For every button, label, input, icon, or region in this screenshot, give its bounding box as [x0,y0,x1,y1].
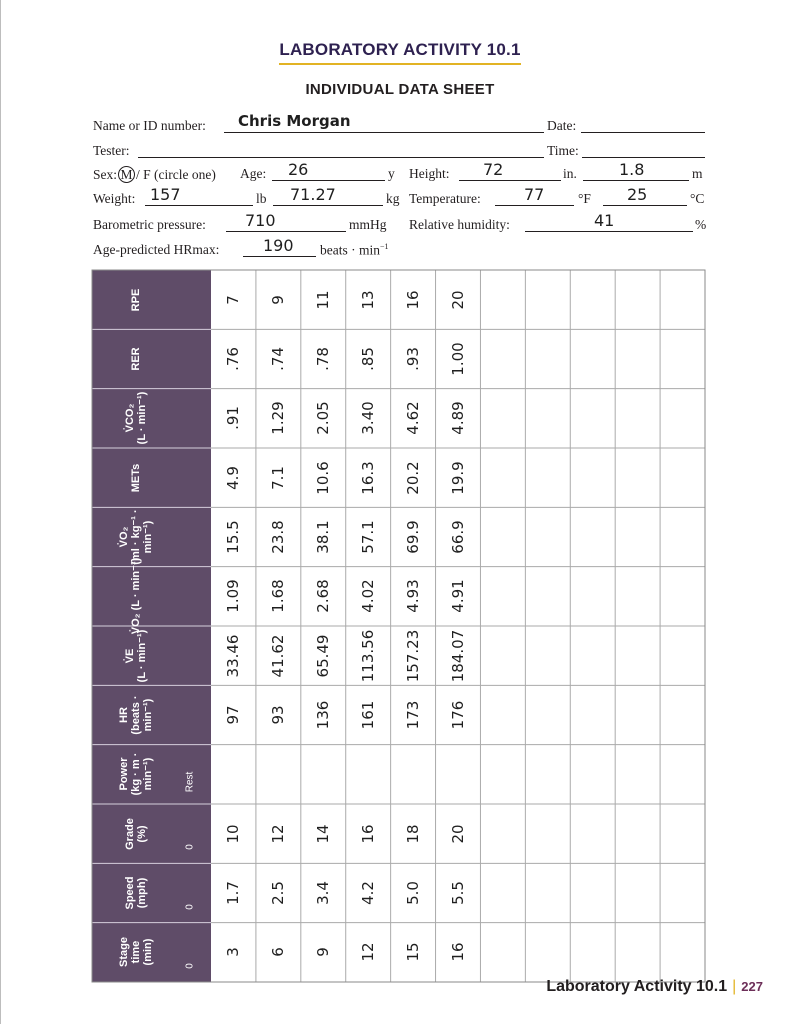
weight-kg-unit: kg [386,191,400,206]
cell-speed[interactable]: 5.5 [449,881,467,905]
humidity-label: Relative humidity: [409,217,510,232]
cell-speed[interactable]: 1.7 [224,881,243,905]
column-header-line: (mph) [136,877,148,909]
cell-grade[interactable]: 18 [404,824,423,844]
column-header-line: HR [118,707,130,723]
age-value[interactable]: 26 [288,160,309,179]
cell-rer[interactable]: .78 [314,347,333,371]
cell-vo2rel[interactable]: 38.1 [314,520,333,554]
cell-mets[interactable]: 7.1 [269,465,288,490]
hrmax-label: Age-predicted HRmax: [93,242,220,257]
weight-lb-value[interactable]: 157 [150,185,181,204]
temp-f-unit: °F [578,191,591,206]
column-header-ve [124,629,148,682]
weight-lb-unit: lb [256,191,267,206]
cell-stage[interactable]: 16 [449,942,467,962]
column-header-line: V̇O₂ [118,526,130,548]
baro-unit: mmHg [349,217,387,232]
cell-speed[interactable]: 4.2 [359,881,378,905]
baseline-value-grade: 0 [184,844,196,851]
cell-mets[interactable]: 16.3 [359,460,378,495]
cell-vo2[interactable]: 4.02 [359,579,378,614]
cell-grade[interactable]: 12 [269,824,288,844]
cell-vco2[interactable]: 2.05 [314,401,333,436]
cell-hr[interactable]: 176 [449,700,467,730]
temp-f-value[interactable]: 77 [524,185,545,204]
height-m-value[interactable]: 1.8 [619,160,645,179]
cell-vo2rel[interactable]: 66.9 [449,520,467,554]
column-header-speed [124,876,148,909]
cell-vco2[interactable]: 1.29 [269,401,288,436]
cell-vo2[interactable]: 4.93 [404,579,423,614]
footer-label: Laboratory Activity 10.1 [546,978,728,995]
cell-vo2[interactable]: 4.91 [449,579,467,614]
cell-ve[interactable]: 33.46 [224,634,243,678]
footer-separator: | [732,978,737,995]
cell-rer[interactable]: .76 [224,347,243,371]
name-label: Name or ID number: [93,118,206,133]
cell-rpe[interactable]: 11 [314,290,333,310]
baseline-value-power: Rest [184,771,196,793]
cell-stage[interactable]: 9 [314,947,333,958]
column-header-line: RPE [130,288,142,311]
cell-hr[interactable]: 161 [359,700,378,730]
column-header-rer [130,347,142,370]
cell-mets[interactable]: 19.9 [449,460,467,495]
column-header-grade [124,818,148,850]
cell-grade[interactable]: 14 [314,824,333,844]
column-header-line: Stage [118,937,130,968]
height-m-unit: m [692,166,703,181]
temp-c-value[interactable]: 25 [627,185,648,204]
cell-mets[interactable]: 20.2 [404,460,423,495]
cell-vco2[interactable]: .91 [224,406,243,431]
cell-rer[interactable]: .85 [359,347,378,371]
date-label: Date: [547,118,577,133]
cell-stage[interactable]: 15 [404,942,423,962]
cell-rpe[interactable]: 16 [404,290,423,310]
tester-label: Tester: [93,143,130,158]
cell-hr[interactable]: 173 [404,700,423,730]
cell-vo2[interactable]: 2.68 [314,579,333,614]
column-header-line: (L · min⁻¹) [136,392,148,445]
column-header-line: V̇O₂ (L · min⁻¹) [130,558,142,635]
page-subtitle: INDIVIDUAL DATA SHEET [305,81,495,98]
cell-ve[interactable]: 157.23 [404,629,423,682]
column-header-line: min⁻¹) [142,757,154,791]
cell-ve[interactable]: 41.62 [269,634,288,678]
column-header-line: (beats · [130,695,142,735]
page-footer [546,978,763,996]
column-header-mets [130,463,142,492]
baseline-value-stage: 0 [184,963,196,969]
cell-stage[interactable]: 3 [224,947,243,958]
column-header-hr [118,695,154,734]
temp-c-unit: °C [690,191,705,206]
column-header-line: Speed [124,876,136,910]
time-label: Time: [547,143,579,158]
temperature-label: Temperature: [409,191,481,206]
column-header-power [118,753,154,796]
cell-rpe[interactable]: 7 [224,294,243,305]
cell-grade[interactable]: 10 [224,824,243,844]
cell-ve[interactable]: 113.56 [359,629,378,682]
cell-vco2[interactable]: 4.62 [404,401,423,436]
cell-speed[interactable]: 2.5 [269,881,288,905]
cell-rer[interactable]: .74 [269,347,288,371]
column-header-line: (L · min⁻¹) [136,629,148,682]
cell-speed[interactable]: 3.4 [314,881,333,905]
column-header-line: Grade [124,817,136,850]
cell-grade[interactable]: 20 [449,824,467,844]
cell-stage[interactable]: 6 [269,947,288,958]
column-header-line: V̇CO₂ [124,403,136,433]
column-header-line: (%) [136,825,148,843]
baseline-value-speed: 0 [184,903,196,910]
cell-vo2rel[interactable]: 15.5 [224,520,243,554]
cell-vo2rel[interactable]: 69.9 [404,520,423,554]
column-header-line: METs [130,463,142,492]
cell-grade[interactable]: 16 [359,824,378,844]
cell-vo2[interactable]: 1.09 [224,579,243,614]
column-header-line: min⁻¹) [142,520,154,554]
humidity-unit: % [695,217,707,232]
cell-vco2[interactable]: 4.89 [449,401,467,436]
cell-rer[interactable]: 1.00 [449,342,467,376]
hrmax-value[interactable]: 190 [263,236,294,255]
cell-rpe[interactable]: 20 [449,290,467,310]
barometric-label: Barometric pressure: [93,217,206,232]
cell-vco2[interactable]: 3.40 [359,401,378,436]
column-header-vco2 [124,392,148,445]
page-title: LABORATORY ACTIVITY 10.1 [0,40,800,65]
cell-ve[interactable]: 184.07 [449,629,467,682]
cell-rpe[interactable]: 13 [359,290,378,310]
cell-mets[interactable]: 10.6 [314,460,333,495]
cell-rer[interactable]: .93 [404,347,423,371]
column-header-line: RER [130,347,142,371]
cell-hr[interactable]: 93 [269,705,288,725]
column-header-rpe [130,288,142,311]
cell-rpe[interactable]: 9 [269,294,288,305]
column-header-stage [118,937,154,967]
weight-label: Weight: [93,191,136,206]
baro-value[interactable]: 710 [245,211,276,230]
column-header-line: (kg · m · [130,752,142,796]
humidity-value[interactable]: 41 [594,211,615,230]
height-label: Height: [409,166,450,181]
age-unit: y [388,166,395,181]
sex-m-circled[interactable]: M [118,166,135,183]
column-header-vo2 [130,558,142,634]
sex-field: Sex: M / F (circle one) [93,167,216,182]
weight-kg-value[interactable]: 71.27 [290,185,336,204]
column-header-line: time [130,941,142,964]
column-header-line: Power [118,757,130,791]
column-header-line: (ml · kg⁻¹ · [130,509,142,565]
column-header-vo2rel [118,509,154,564]
cell-ve[interactable]: 65.49 [314,634,333,678]
column-header-line: (min) [142,938,154,966]
name-value[interactable]: Chris Morgan [238,112,351,130]
height-in-unit: in. [563,166,577,181]
age-label: Age: [240,166,267,181]
cell-speed[interactable]: 5.0 [404,881,423,905]
cell-vo2[interactable]: 1.68 [269,579,288,614]
cell-mets[interactable]: 4.9 [224,465,243,490]
cell-stage[interactable]: 12 [359,942,378,962]
column-header-line: min⁻¹) [142,698,154,732]
cell-hr[interactable]: 136 [314,700,333,730]
cell-vo2rel[interactable]: 23.8 [269,520,288,554]
column-header-line: V̇E [124,648,136,663]
page-number: 227 [741,979,763,994]
hrmax-unit: beats · $\min^{-1}$ [320,242,389,258]
height-in-value[interactable]: 72 [483,160,504,179]
cell-hr[interactable]: 97 [224,705,243,725]
cell-vo2rel[interactable]: 57.1 [359,520,378,554]
